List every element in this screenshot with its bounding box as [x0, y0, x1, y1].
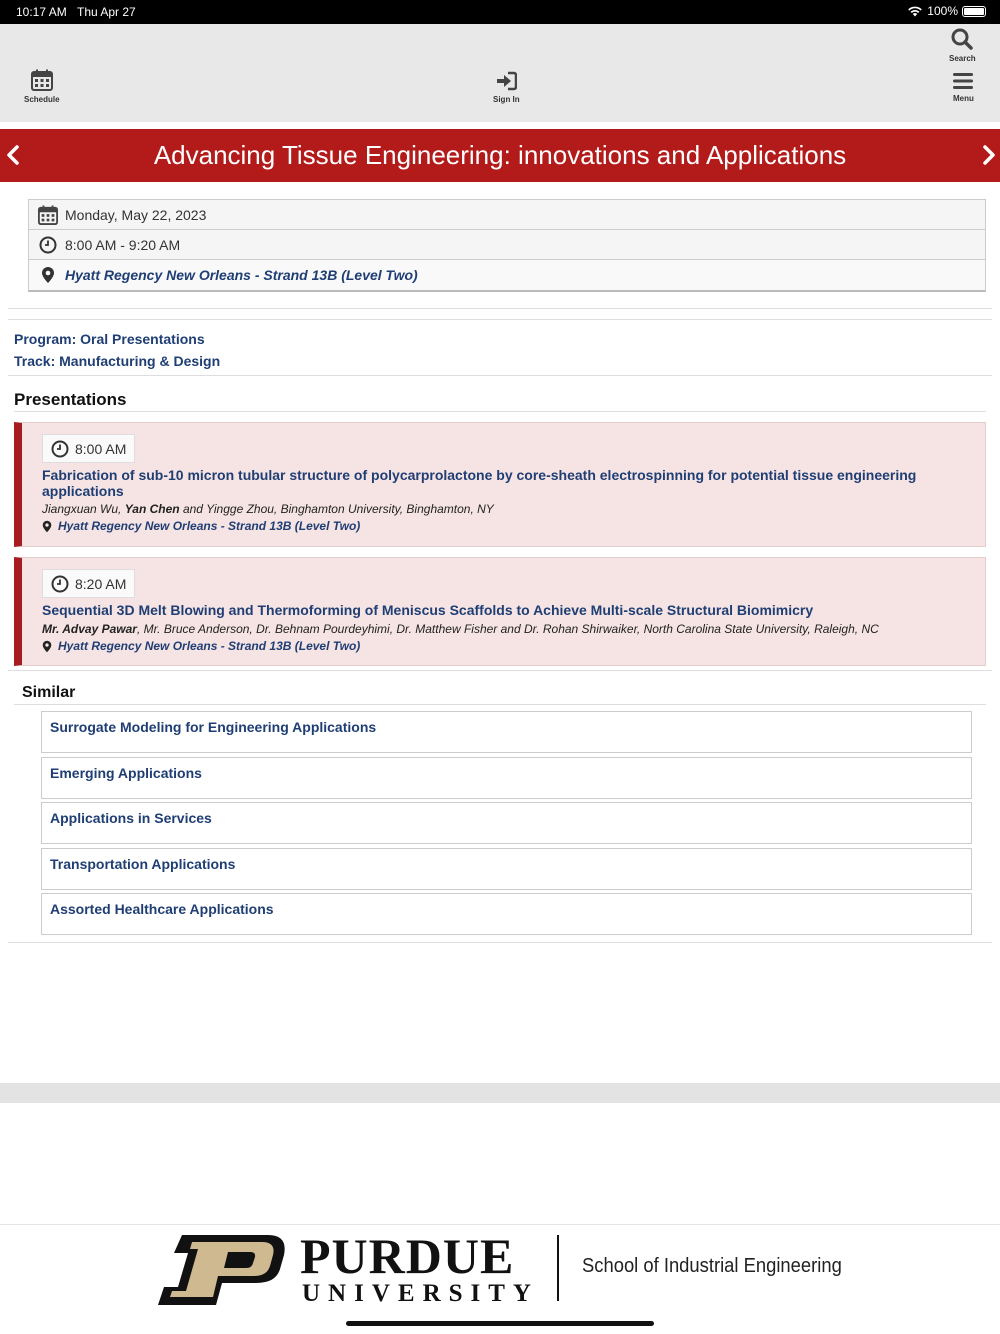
calendar-icon [31, 69, 53, 91]
similar-session-link[interactable]: Assorted Healthcare Applications [41, 893, 972, 935]
school-name: School of Industrial Engineering [582, 1255, 842, 1277]
similar-session-link[interactable]: Applications in Services [41, 802, 972, 844]
presentation-title[interactable]: Fabrication of sub-10 micron tubular structure of polycarprolactone by core-sheath electrospinning for potential tissue engineering applications [42, 467, 917, 499]
status-time: 10:17 AM [16, 5, 67, 19]
divider [14, 704, 986, 705]
divider [8, 375, 992, 376]
presentation-time: 8:20 AM [75, 575, 127, 592]
presentation-time: 8:00 AM [75, 440, 127, 457]
purdue-wordmark-line1: PURDUE [300, 1228, 515, 1284]
clock-icon [51, 440, 69, 458]
home-indicator[interactable] [346, 1321, 654, 1326]
chevron-right-icon [982, 144, 996, 166]
menu-button[interactable] [953, 72, 974, 103]
session-date-row [29, 200, 985, 230]
presentation-location[interactable] [42, 519, 360, 533]
presentation-title[interactable]: Sequential 3D Melt Blowing and Thermoforming of Meniscus Scaffolds to Achieve Multi-scale Structural Biomimicry [42, 602, 814, 618]
schedule-label: Schedule [24, 95, 60, 104]
map-pin-icon [42, 520, 52, 533]
presentation-location[interactable] [42, 639, 360, 653]
divider [8, 942, 992, 943]
session-time-row [29, 230, 985, 260]
presenting-author: Mr. Advay Pawar [42, 622, 137, 636]
clock-icon [37, 236, 59, 254]
authors-text: and Yingge Zhou, Binghamton University, Binghamton, NY [179, 502, 494, 516]
top-toolbar [0, 24, 1000, 122]
map-pin-icon [42, 640, 52, 653]
footer-band [0, 1083, 1000, 1103]
purdue-p-logo [158, 1235, 286, 1305]
session-time: 8:00 AM - 9:20 AM [65, 236, 181, 253]
status-bar [0, 0, 1000, 24]
presenting-author: Yan Chen [124, 502, 180, 516]
presentations-heading: Presentations [14, 390, 127, 409]
sign-in-icon [495, 71, 517, 91]
similar-session-link[interactable]: Surrogate Modeling for Engineering Applications [41, 711, 972, 753]
search-icon [951, 28, 973, 50]
clock-icon [51, 575, 69, 593]
search-button[interactable] [949, 28, 976, 63]
similar-heading: Similar [22, 684, 76, 701]
similar-session-link[interactable]: Transportation Applications [41, 848, 972, 890]
divider [8, 670, 992, 671]
search-label: Search [949, 54, 976, 63]
divider [8, 319, 992, 320]
menu-label: Menu [953, 94, 974, 103]
sign-in-label: Sign In [493, 95, 520, 104]
program-link[interactable]: Program: Oral Presentations [14, 331, 205, 347]
divider [14, 411, 986, 412]
presentation-card[interactable] [14, 422, 986, 547]
hamburger-icon [953, 72, 973, 90]
wifi-icon [907, 5, 923, 17]
purdue-wordmark-line2: UNIVERSITY [302, 1280, 539, 1307]
presentation-authors [42, 622, 879, 636]
map-pin-icon [37, 266, 59, 284]
status-date: Thu Apr 27 [77, 5, 136, 19]
session-info-box [28, 199, 986, 292]
battery-percent: 100% [927, 4, 958, 18]
status-right [907, 4, 986, 18]
presentation-location-link[interactable]: Hyatt Regency New Orleans - Strand 13B (Level Two) [58, 639, 361, 653]
calendar-icon [37, 205, 59, 225]
similar-session-link[interactable]: Emerging Applications [41, 757, 972, 799]
next-session-button[interactable] [982, 141, 996, 173]
session-location-row[interactable] [29, 260, 985, 290]
authors-text: , Mr. Bruce Anderson, Dr. Behnam Pourdeyhimi, Dr. Matthew Fisher and Dr. Rohan Shirwaiker, North Carolina State University, Raleigh, NC [136, 622, 879, 636]
battery-icon [962, 6, 986, 17]
purdue-wordmark [300, 1228, 539, 1307]
divider [8, 308, 992, 309]
session-title-bar [0, 129, 1000, 182]
presentation-time-chip [42, 569, 135, 598]
schedule-button[interactable] [24, 69, 60, 104]
session-location-link[interactable]: Hyatt Regency New Orleans - Strand 13B (Level Two) [65, 267, 418, 283]
session-title: Advancing Tissue Engineering: innovations and Applications [153, 140, 847, 170]
sign-in-button[interactable] [493, 71, 520, 104]
logo-divider [557, 1235, 559, 1301]
track-link[interactable]: Track: Manufacturing & Design [14, 353, 221, 369]
session-date: Monday, May 22, 2023 [65, 206, 207, 223]
authors-text: Jiangxuan Wu, [42, 502, 125, 516]
presentation-card[interactable] [14, 557, 986, 666]
purdue-logo-banner [0, 1224, 1000, 1334]
presentation-time-chip [42, 434, 135, 463]
presentation-location-link[interactable]: Hyatt Regency New Orleans - Strand 13B (Level Two) [58, 519, 361, 533]
presentation-authors [42, 502, 494, 516]
